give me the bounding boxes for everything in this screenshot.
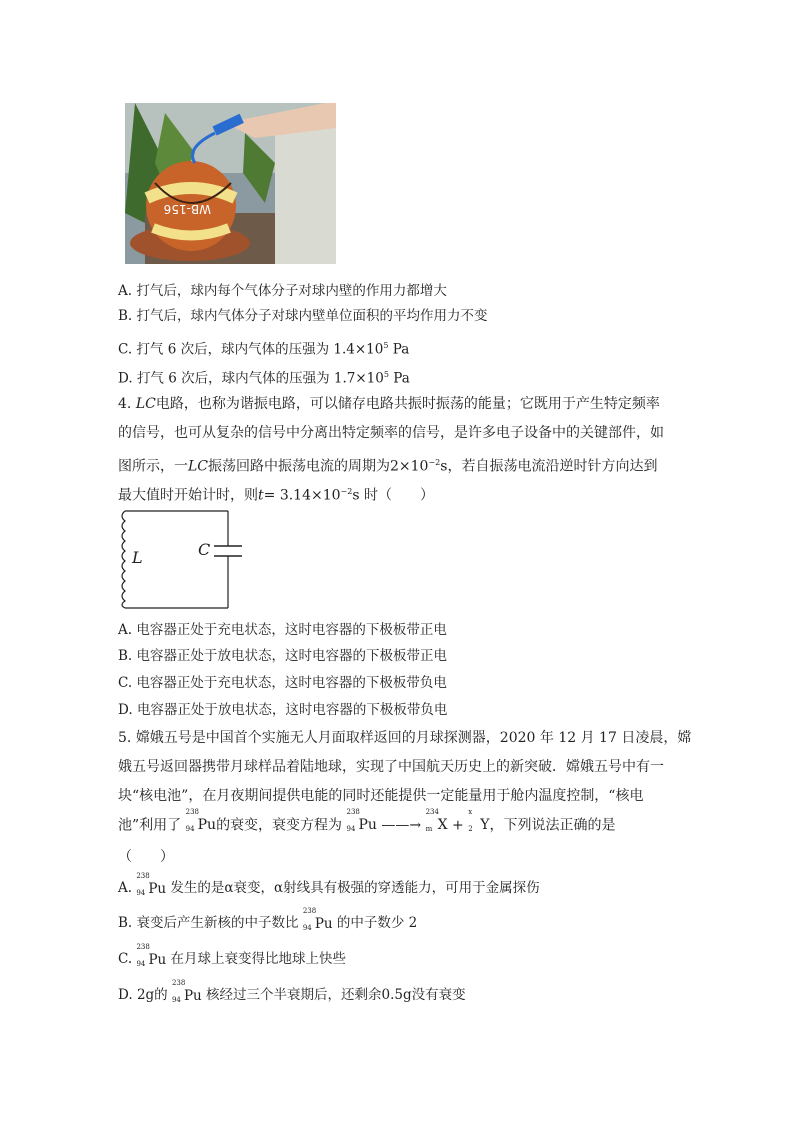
option-letter: B.	[118, 308, 133, 324]
mass-number: 238	[185, 808, 199, 816]
question-number: 5.	[118, 730, 132, 746]
q4-text: 图所示，一	[118, 458, 188, 475]
q5-text: 嫦娥五号是中国首个实施无人月面取样返回的月球探测器，2020 年 12 月 17 日凌晨，嫦	[135, 730, 692, 746]
atomic-number: m	[425, 825, 433, 833]
reaction-arrow: ——→	[381, 817, 422, 834]
option-text: 打气 6 次后，球内气体的压强为	[136, 370, 330, 387]
pressure-exponent: 5	[383, 341, 389, 350]
option-text: 电容器正处于充电状态，这时电容器的下极板带正电	[136, 622, 447, 638]
q5-option-b	[118, 906, 418, 933]
element-symbol: Pu	[148, 880, 167, 897]
q5-option-c	[118, 942, 347, 969]
answer-bracket: （ ）	[118, 849, 174, 865]
time-value: = 3.14×10	[263, 487, 341, 504]
option-letter: D.	[118, 370, 133, 387]
remaining-mass: 0.5g	[381, 987, 412, 1003]
pu-nuclide	[136, 942, 167, 969]
mass-number: 238	[136, 942, 150, 951]
option-letter: D.	[118, 702, 133, 718]
option-text: 打气 6 次后，球内气体的压强为	[136, 341, 330, 358]
q5-line-2	[118, 758, 678, 777]
q4-text: 电路，也称为谐振电路，可以储存电路共振时振荡的能量；它既用于产生特定频率	[155, 396, 660, 412]
q5-line-5	[118, 848, 678, 867]
basketball-photo-image	[125, 103, 336, 264]
pressure-value: 1.7×10	[333, 370, 384, 387]
q4-text: s 时（ ）	[352, 487, 434, 504]
q5-option-a	[118, 871, 540, 898]
pressure-exponent: 5	[383, 370, 389, 379]
option-letter: C.	[118, 675, 133, 691]
pu-nuclide	[171, 978, 202, 1005]
pu-nuclide	[136, 871, 167, 898]
option-text: 打气后，球内每个气体分子对球内壁的作用力都增大	[136, 283, 447, 299]
element-symbol: Pu	[148, 951, 167, 968]
inductor-label: L	[132, 548, 143, 567]
pressure-unit: Pa	[392, 341, 410, 358]
element-symbol: Pu	[358, 817, 377, 833]
mass-number: 238	[171, 978, 186, 987]
element-symbol: Pu	[197, 817, 217, 833]
q4-line-1	[118, 395, 678, 414]
q4-line-2	[118, 424, 678, 443]
option-text: 打气后，球内气体分子对球内壁单位面积的平均作用力不变	[136, 308, 488, 324]
initial-mass: 2g	[136, 987, 155, 1003]
element-symbol: Pu	[314, 915, 333, 932]
option-letter: D.	[118, 987, 133, 1003]
q4-line-4	[118, 482, 678, 506]
x-nuclide	[425, 808, 448, 835]
option-text: 发生的是α衰变，α射线具有极强的穿透能力，可用于金属探伤	[170, 880, 540, 896]
q4-option-a	[118, 621, 447, 639]
lc-symbol: LC	[188, 458, 209, 475]
ball-text: WB-156	[163, 202, 211, 216]
option-text: 电容器正处于放电状态，这时电容器的下极板带负电	[136, 702, 448, 718]
pu-nuclide	[302, 906, 333, 933]
plus-sign: +	[452, 817, 464, 834]
option-text: 电容器正处于放电状态，这时电容器的下极板带正电	[136, 648, 448, 664]
q5-text: 块“核电池”，在月夜期间提供电能的同时还能提供一定能量用于舱内温度控制，“核电	[118, 788, 644, 804]
period-value: 2×10	[390, 458, 429, 475]
q4-text: s，若自振荡电流沿逆时针方向达到	[440, 458, 658, 475]
q5-line-4	[118, 808, 678, 836]
q3-option-d	[118, 366, 410, 388]
atomic-number: 94	[136, 888, 146, 897]
atomic-number: 94	[302, 923, 312, 932]
question-number: 4.	[118, 396, 132, 412]
option-text: 的中子数少 2	[336, 915, 418, 931]
pu-nuclide	[185, 808, 217, 835]
option-text: 没有衰变	[411, 987, 466, 1003]
q4-text: 振荡回路中振荡电流的周期为	[208, 458, 391, 475]
option-letter: A.	[118, 283, 133, 299]
option-letter: C.	[118, 951, 133, 967]
option-letter: B.	[118, 648, 133, 664]
atomic-number: 94	[185, 825, 195, 833]
element-symbol: Pu	[183, 987, 202, 1004]
element-symbol: Y	[480, 817, 490, 833]
option-letter: B.	[118, 915, 133, 931]
q5-text: 池”利用了	[118, 817, 182, 834]
mass-number: 234	[425, 808, 439, 816]
q4-line-3	[118, 453, 678, 477]
inductor-coil	[122, 511, 125, 608]
pressure-value: 1.4×10	[333, 341, 384, 358]
q5-text: 的衰变，衰变方程为	[216, 817, 343, 834]
q5-option-d	[118, 978, 466, 1005]
q4-text: 最大值时开始计时，则	[118, 487, 258, 504]
q5-line-3	[118, 787, 678, 806]
option-text: 的	[154, 987, 168, 1003]
option-letter: A.	[118, 880, 133, 896]
capacitor-label: C	[198, 540, 211, 559]
mass-number: 238	[302, 906, 317, 915]
q5-line-1	[118, 729, 692, 748]
lc-circuit-diagram	[118, 508, 248, 612]
atomic-number: 94	[171, 995, 181, 1004]
atomic-number: 2	[468, 825, 473, 833]
lc-symbol: LC	[135, 396, 156, 412]
q4-option-b	[118, 647, 447, 665]
option-letter: A.	[118, 622, 133, 638]
option-text: 核经过三个半衰期后，还剩余	[206, 987, 382, 1003]
pressure-unit: Pa	[393, 370, 410, 387]
q4-option-d	[118, 701, 447, 719]
q5-text: 娥五号返回器携带月球样品着陆地球，实现了中国航天历史上的新突破．嫦娥五号中有一	[118, 759, 664, 775]
q4-text: 的信号，也可从复杂的信号中分离出特定频率的信号，是许多电子设备中的关键部件，如	[118, 425, 664, 441]
element-symbol: X	[437, 817, 448, 833]
option-letter: C.	[118, 341, 133, 358]
q3-option-b	[118, 307, 488, 325]
time-exponent: −2	[340, 487, 353, 496]
option-text: 衰变后产生新核的中子数比	[136, 915, 299, 931]
atomic-number: 94	[136, 959, 146, 968]
option-text: 在月球上衰变得比地球上快些	[170, 951, 347, 967]
mass-number: 238	[136, 871, 150, 880]
q3-option-c	[118, 337, 409, 359]
period-exponent: −2	[428, 458, 441, 467]
option-text: 电容器正处于充电状态，这时电容器的下极板带负电	[136, 675, 447, 691]
mass-number: 238	[346, 808, 360, 816]
mass-number: x	[468, 808, 473, 816]
q3-option-a	[118, 282, 447, 300]
y-nuclide	[468, 808, 490, 835]
q4-option-c	[118, 674, 447, 692]
atomic-number: 94	[346, 825, 356, 833]
basketball-photo	[125, 103, 336, 264]
pu-nuclide	[346, 808, 377, 835]
time-symbol: t	[258, 487, 264, 504]
q5-text: ，下列说法正确的是	[489, 817, 616, 834]
